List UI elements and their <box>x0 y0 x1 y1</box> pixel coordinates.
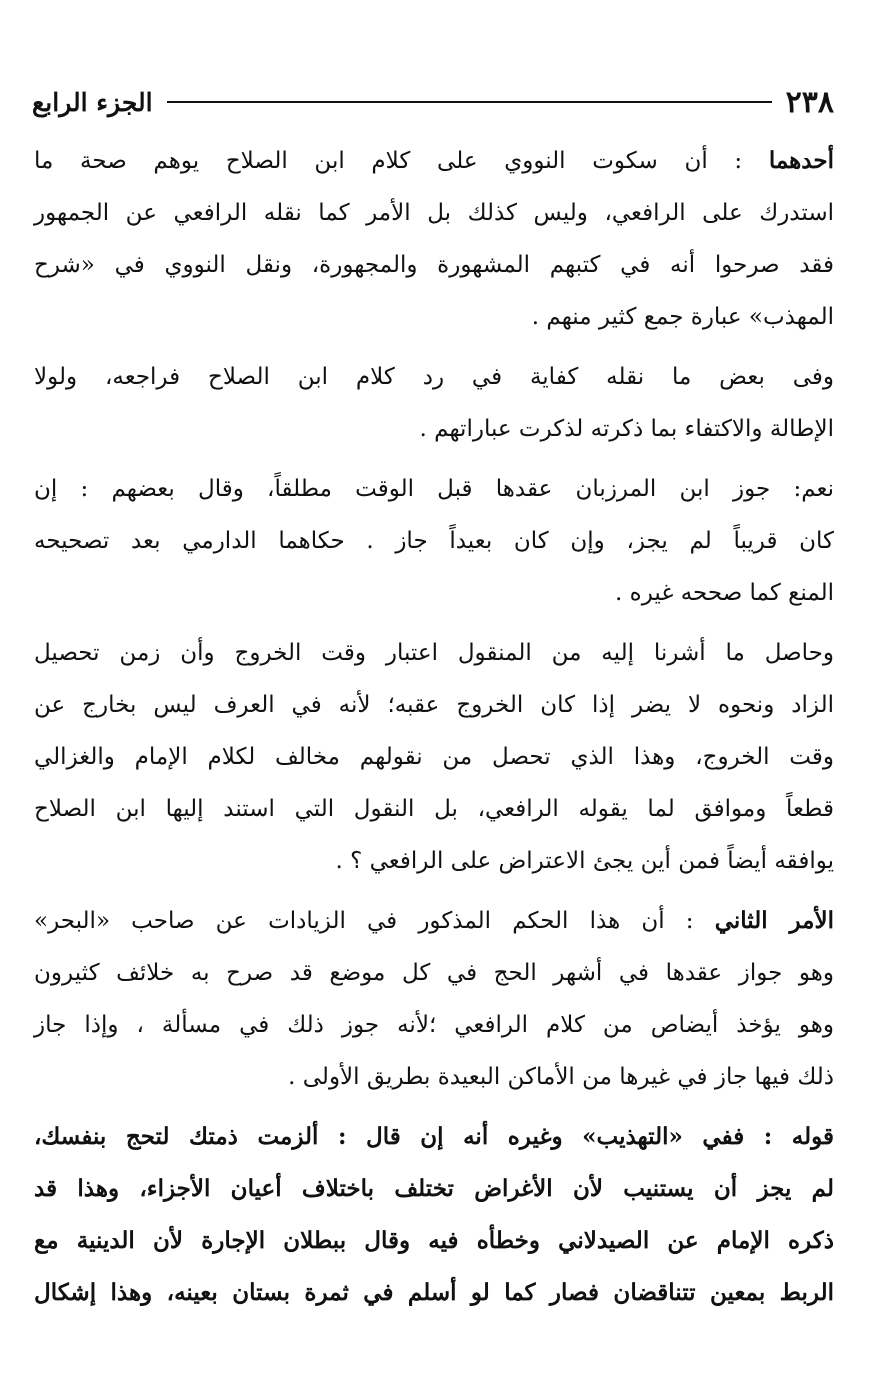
text-line: وهو جواز عقدها في أشهر الحج في كل موضع قد صرح به خلائف كثيرون <box>34 960 834 986</box>
text-line: استدرك على الرافعي، وليس كذلك بل الأمر كما نقله الرافعي عن الجمهور <box>34 200 834 226</box>
text-line-rest: : أن هذا الحكم المذكور في الزيادات عن صاحب «البحر» <box>34 908 715 934</box>
text-line: وفى بعض ما نقله كفاية في رد كلام ابن الصلاح فراجعه، ولولا <box>34 364 834 390</box>
text-line <box>34 135 834 187</box>
page-header <box>32 82 834 122</box>
quoted-paragraph <box>34 1111 834 1319</box>
text-line: وحاصل ما أشرنا إليه من المنقول اعتبار وقت الخروج وأن زمن تحصيل <box>34 640 834 666</box>
text-line: يوافقه أيضاً فمن أين يجئ الاعتراض على الرافعي ؟ . <box>335 848 834 874</box>
text-line: المنع كما صححه غيره . <box>615 580 834 606</box>
text-line: لم يجز أن يستنيب لأن الأغراض تختلف باختلاف أعيان الأجزاء، وهذا قد <box>34 1175 834 1202</box>
text-line: قوله : ففي «التهذيب» وغيره أنه إن قال : ألزمت ذمتك لتحج بنفسك، <box>34 1123 834 1150</box>
paragraph <box>34 627 834 887</box>
paragraph <box>34 135 834 343</box>
text-line: نعم: جوز ابن المرزبان عقدها قبل الوقت مطلقاً، وقال بعضهم : إن <box>34 476 834 502</box>
text-line: الربط بمعين تتناقضان فصار كما لو أسلم في ثمرة بستان بعينه، وهذا إشكال <box>34 1279 834 1306</box>
text-line: كان قريباً لم يجز، وإن كان بعيداً جاز . حكاهما الدارمي بعد تصحيحه <box>34 528 834 554</box>
text-line: وهو يؤخذ أيضاص من كلام الرافعي ؛لأنه جوز ذلك في مسألة ، وإذا جاز <box>34 1012 834 1038</box>
text-line: وقت الخروج، وهذا الذي تحصل من نقولهم مخالف لكلام الإمام والغزالي <box>34 744 834 770</box>
header-rule <box>167 101 772 103</box>
text-line: المهذب» عبارة جمع كثير منهم . <box>531 304 834 330</box>
text-line <box>34 895 834 947</box>
page-number: ٢٣٨ <box>785 84 834 120</box>
text-line: الإطالة والاكتفاء بما ذكرته لذكرت عباراتهم . <box>419 416 834 442</box>
text-line: ذلك فيها جاز في غيرها من الأماكن البعيدة بطريق الأولى . <box>288 1064 834 1090</box>
paragraph-lead: الأمر الثاني <box>714 907 834 934</box>
text-line-rest: : أن سكوت النووي على كلام ابن الصلاح يوهم صحة ما <box>34 148 769 174</box>
running-title: الجزء الرابع <box>32 87 153 117</box>
text-line: فقد صرحوا أنه في كتبهم المشهورة والمجهورة، ونقل النووي في «شرح <box>34 252 834 278</box>
paragraph <box>34 463 834 619</box>
text-line: ذكره الإمام عن الصيدلاني وخطأه فيه وقال ببطلان الإجارة لأن الدينية مع <box>34 1227 834 1254</box>
paragraph <box>34 895 834 1103</box>
text-line: قطعاً وموافق لما يقوله الرافعي، بل النقول التي استند إليها ابن الصلاح <box>34 796 834 822</box>
page-body <box>34 135 834 1327</box>
paragraph-lead: أحدهما <box>768 147 834 174</box>
text-line: الزاد ونحوه لا يضر إذا كان الخروج عقبه؛ لأنه في العرف ليس بخارج عن <box>34 692 834 718</box>
paragraph <box>34 351 834 455</box>
